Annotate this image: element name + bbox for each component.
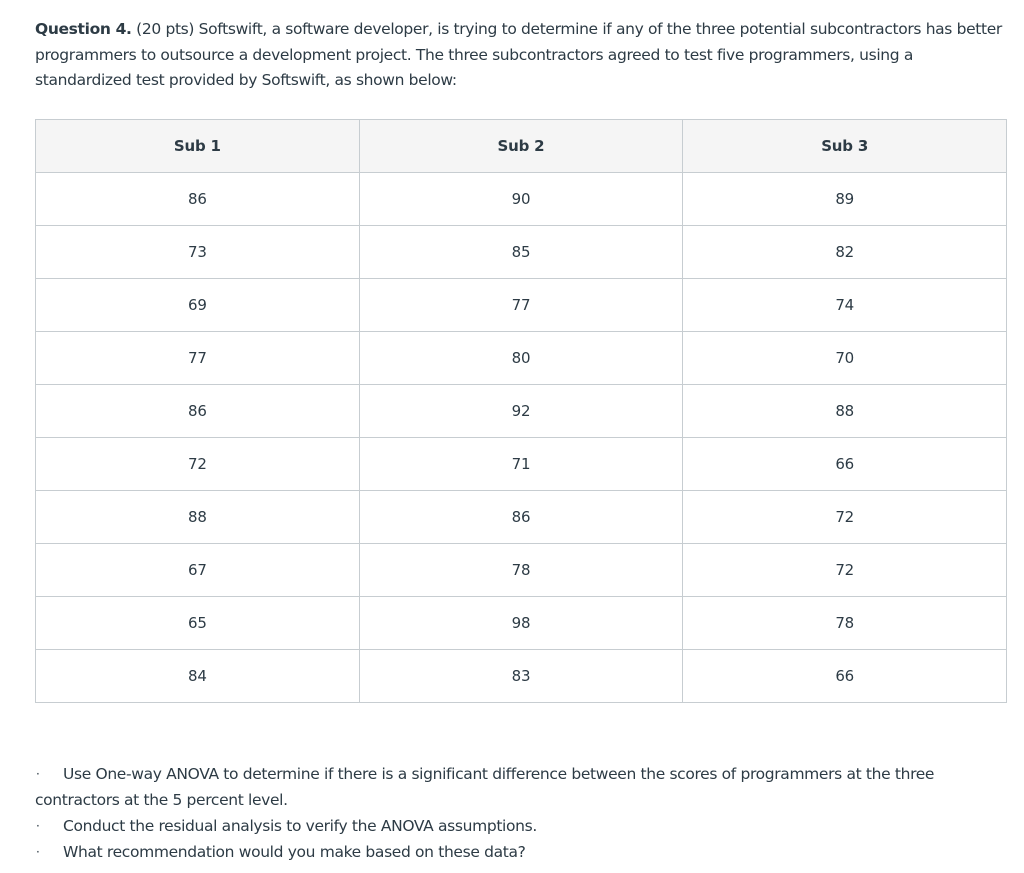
table-row — [36, 173, 1007, 226]
table-cell: 73 — [36, 226, 360, 279]
table-cell: 98 — [359, 597, 683, 650]
table-cell: 72 — [683, 491, 1007, 544]
table-row — [36, 226, 1007, 279]
table-cell: 67 — [36, 544, 360, 597]
table-cell: 74 — [683, 279, 1007, 332]
table-row — [36, 491, 1007, 544]
table-row — [36, 650, 1007, 703]
table-cell: 80 — [359, 332, 683, 385]
table-cell: 71 — [359, 438, 683, 491]
question-text: (20 pts) Softswift, a software developer, is trying to determine if any of the three potential subcontractors has better programmers to outsource a development project. The three subcontractors agreed to test five programmers, using a standardized test provided by Softswift, as shown below: — [35, 20, 1002, 89]
table-row — [36, 544, 1007, 597]
table-cell: 89 — [683, 173, 1007, 226]
table-cell: 84 — [36, 650, 360, 703]
table-cell: 85 — [359, 226, 683, 279]
table-row — [36, 438, 1007, 491]
table-cell: 86 — [36, 173, 360, 226]
bullet-marker: · — [36, 767, 40, 781]
question-paragraph — [35, 17, 1010, 94]
table-cell: 72 — [683, 544, 1007, 597]
table-row — [36, 385, 1007, 438]
list-item — [35, 839, 1010, 865]
table-cell: 82 — [683, 226, 1007, 279]
table-cell: 70 — [683, 332, 1007, 385]
table-cell: 66 — [683, 650, 1007, 703]
list-item-text-continued: contractors at the 5 percent level. — [35, 791, 288, 809]
list-item — [35, 761, 1010, 813]
table-cell: 66 — [683, 438, 1007, 491]
table-cell: 72 — [36, 438, 360, 491]
list-item-text: What recommendation would you make based on these data? — [63, 843, 526, 861]
table-cell: 78 — [359, 544, 683, 597]
list-item-text: Use One-way ANOVA to determine if there is a significant difference between the scores of programmers at the three — [63, 765, 935, 783]
bullet-marker: · — [36, 845, 40, 859]
table-cell: 78 — [683, 597, 1007, 650]
table-cell: 83 — [359, 650, 683, 703]
table-cell: 88 — [36, 491, 360, 544]
table-cell: 92 — [359, 385, 683, 438]
table-row — [36, 332, 1007, 385]
table-row — [36, 597, 1007, 650]
column-header-sub1: Sub 1 — [36, 120, 360, 173]
instructions-list — [35, 761, 1010, 865]
column-header-sub3: Sub 3 — [683, 120, 1007, 173]
table-cell: 65 — [36, 597, 360, 650]
table-cell: 77 — [359, 279, 683, 332]
table-header-row — [36, 120, 1007, 173]
question-number: Question 4. — [35, 20, 132, 38]
table-cell: 90 — [359, 173, 683, 226]
table-cell: 88 — [683, 385, 1007, 438]
bullet-marker: · — [36, 819, 40, 833]
table-row — [36, 279, 1007, 332]
list-item-text: Conduct the residual analysis to verify the ANOVA assumptions. — [63, 817, 537, 835]
table-cell: 86 — [36, 385, 360, 438]
column-header-sub2: Sub 2 — [359, 120, 683, 173]
list-item — [35, 813, 1010, 839]
table-cell: 77 — [36, 332, 360, 385]
table-cell: 86 — [359, 491, 683, 544]
scores-table — [35, 119, 1007, 703]
table-cell: 69 — [36, 279, 360, 332]
